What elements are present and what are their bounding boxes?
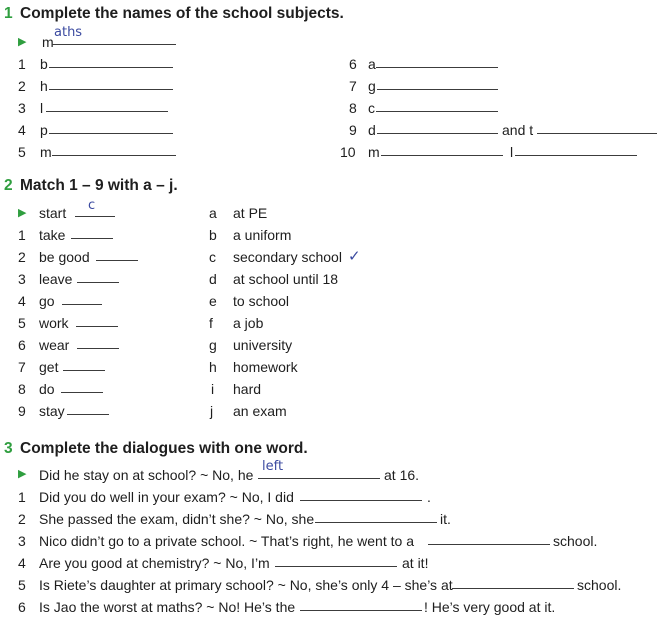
answer-line[interactable] [46,110,168,112]
item-number: 5 [18,144,26,160]
option-letter: c [209,249,216,265]
item-number: 2 [18,511,26,527]
item-letter: m [40,144,52,160]
item-number: 1 [18,56,26,72]
item-number: 7 [349,78,357,94]
answer-line-second[interactable] [515,154,637,156]
answer-line[interactable] [376,110,498,112]
option-letter: h [209,359,217,375]
item-after: school. [577,577,622,593]
item-question: She passed the exam, didn’t she? ~ No, she [39,511,315,527]
option-text: at PE [233,205,268,221]
answer-line[interactable] [381,154,503,156]
example-prefix: m [42,34,54,50]
item-letter: b [40,56,48,72]
example-handwritten-answer: aths [54,25,83,40]
option-letter: j [210,403,214,419]
option-letter: e [209,293,217,309]
item-number: 8 [18,381,26,397]
example-handwritten-answer: c [88,198,96,213]
option-text: a uniform [233,227,292,243]
answer-line[interactable] [49,132,173,134]
item-number: 9 [349,122,357,138]
option-text: a job [233,315,264,331]
answer-line[interactable] [96,259,138,261]
item-after: . [427,489,431,505]
item-letter: d [368,122,376,138]
second-letter: l [510,144,514,160]
item-number: 8 [349,100,357,116]
item-letter: g [368,78,376,94]
answer-line[interactable] [76,325,118,327]
answer-line[interactable] [77,281,119,283]
item-number: 5 [18,315,26,331]
answer-line[interactable] [300,499,422,501]
option-text: secondary school [233,249,342,265]
example-arrow-icon: ▶ [18,468,27,480]
item-letter: p [40,122,48,138]
exercise-3-title: Complete the dialogues with one word. [20,440,308,457]
item-after: ! He’s very good at it. [424,599,556,615]
answer-line[interactable] [377,132,498,134]
option-text: to school [233,293,290,309]
item-word: work [39,315,69,331]
option-text: an exam [233,403,287,419]
exercise-1-number: 1 [4,5,13,22]
example-answer-line[interactable] [258,477,380,479]
example-after: at 16. [384,467,420,483]
item-word: be good [39,249,90,265]
example-arrow-icon: ▶ [18,207,27,219]
option-text: at school until 18 [233,271,339,287]
item-question: Are you good at chemistry? ~ No, I’m [39,555,270,571]
item-word: get [39,359,59,375]
exercise-2-title: Match 1 – 9 with a – j. [20,177,178,194]
item-letter: c [368,100,375,116]
item-question: Is Jao the worst at maths? ~ No! He’s the [39,599,296,615]
example-question: Did he stay on at school? ~ No, he [39,467,254,483]
example-answer-line[interactable] [52,43,176,45]
item-word: leave [39,271,73,287]
item-number: 2 [18,78,26,94]
answer-line[interactable] [52,154,176,156]
item-after: school. [553,533,598,549]
answer-line[interactable] [62,303,102,305]
answer-line[interactable] [61,391,103,393]
example-word: start [39,205,67,221]
example-handwritten-answer: left [262,459,284,474]
answer-line[interactable] [49,88,173,90]
item-number: 6 [18,337,26,353]
item-number: 9 [18,403,26,419]
option-text: hard [233,381,262,397]
item-letter: l [40,100,44,116]
item-letter: a [368,56,376,72]
exercise-1-title: Complete the names of the school subjects. [20,5,344,22]
example-arrow-icon: ▶ [18,36,27,48]
item-number: 3 [18,100,26,116]
option-letter: a [209,205,217,221]
example-answer-line[interactable] [75,215,115,217]
check-mark-icon: ✓ [348,248,361,265]
option-letter: b [209,227,217,243]
item-number: 10 [340,144,356,160]
answer-line[interactable] [67,413,109,415]
option-letter: d [209,271,217,287]
option-letter: f [209,315,213,331]
item-word: stay [39,403,65,419]
answer-line[interactable] [428,543,550,545]
item-question: Nico didn’t go to a private school. ~ That’s right, he went to a [39,533,414,549]
answer-line-second[interactable] [537,132,657,134]
answer-line[interactable] [376,66,498,68]
item-number: 4 [18,555,26,571]
item-number: 3 [18,271,26,287]
item-number: 1 [18,489,26,505]
option-letter: g [209,337,217,353]
option-text: university [233,337,293,353]
answer-line[interactable] [377,88,498,90]
item-word: wear [39,337,70,353]
option-letter: i [211,381,215,397]
item-number: 2 [18,249,26,265]
answer-line[interactable] [315,521,437,523]
option-text: homework [233,359,298,375]
item-number: 5 [18,577,26,593]
item-number: 4 [18,122,26,138]
answer-line[interactable] [77,347,119,349]
item-letter: m [368,144,380,160]
answer-line[interactable] [300,609,422,611]
item-number: 1 [18,227,26,243]
item-number: 3 [18,533,26,549]
item-word: go [39,293,55,309]
item-letter: h [40,78,48,94]
item-after: at it! [402,555,429,571]
item-question: Is Riete’s daughter at primary school? ~ No, she’s only 4 – she’s at [39,577,453,593]
answer-line[interactable] [49,66,173,68]
answer-line[interactable] [275,565,397,567]
item-question: Did you do well in your exam? ~ No, I did [39,489,294,505]
answer-line[interactable] [452,587,574,589]
item-after: it. [440,511,451,527]
answer-line[interactable] [63,369,105,371]
item-number: 6 [18,599,26,615]
item-word: do [39,381,55,397]
exercise-2-number: 2 [4,177,13,194]
and-text: and t [502,122,534,138]
item-number: 6 [349,56,357,72]
item-number: 4 [18,293,26,309]
exercise-3-number: 3 [4,440,13,457]
answer-line[interactable] [71,237,113,239]
item-number: 7 [18,359,26,375]
item-word: take [39,227,66,243]
